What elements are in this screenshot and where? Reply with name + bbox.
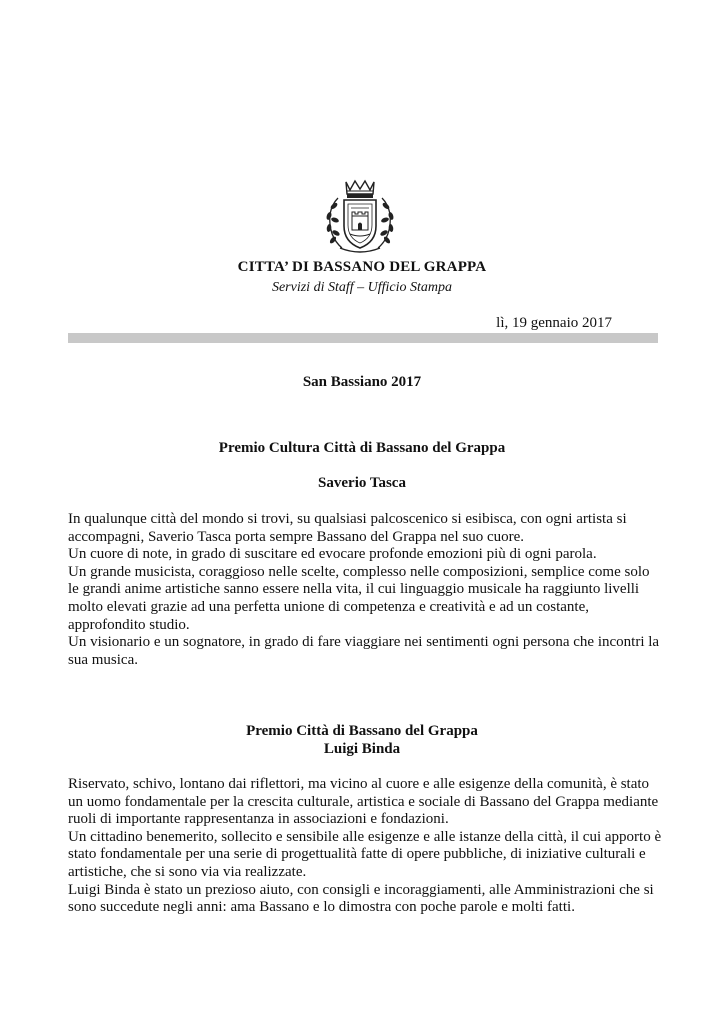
organization-name: CITTA’ DI BASSANO DEL GRAPPA (237, 259, 487, 275)
paragraph: Un grande musicista, coraggioso nelle scelte, complesso nelle composizioni, semplice come solo le grandi anime artistiche sanno essere nella vita, il cui linguaggio musicale ha raggiunto livelli molto elevati grazie ad una perfetta unione di competenza e creatività e ad un costante, approfondito studio. (68, 563, 650, 633)
header-divider (68, 333, 658, 343)
award-title-2: Premio Città di Bassano del Grappa (246, 723, 478, 739)
document-date: lì, 19 gennaio 2017 (496, 315, 612, 331)
paragraph: Un cuore di note, in grado di suscitare ed evocare profonde emozioni più di ogni parola. (68, 546, 597, 563)
recipient-name-1: Saverio Tasca (318, 475, 406, 491)
paragraph: Riservato, schivo, lontano dai riflettori, ma vicino al cuore e alle esigenze della comunità, è stato un uomo fondamentale per la crescita culturale, artistica e sociale di Bassano del Grappa mediante ruoli di importante rappresentanza in associazioni e fondazioni. (68, 776, 659, 828)
recipient-name-2: Luigi Binda (323, 741, 401, 757)
paragraph: Un visionario e un sognatore, in grado di fare viaggiare nei sentimenti ogni persona che incontri la sua musica. (68, 634, 660, 668)
event-title: San Bassiano 2017 (302, 374, 422, 390)
section-1-body (68, 511, 663, 669)
coat-of-arms-icon (314, 176, 406, 256)
paragraph: Un cittadino benemerito, sollecito e sensibile alle esigenze e alle istanze della città, il cui apporto è stato fondamentale per una serie di progettualità fatte di opere pubbliche, di iniziative culturali e artistiche, che si sono via via realizzate. (68, 828, 662, 880)
department-name: Servizi di Staff – Ufficio Stampa (271, 280, 453, 295)
paragraph: In qualunque città del mondo si trovi, su qualsiasi palcoscenico si esibisca, con ogni artista si accompagni, Saverio Tasca porta sempre Bassano del Grappa nel suo cuore. (68, 511, 627, 545)
award-title-1: Premio Cultura Città di Bassano del Grappa (218, 440, 506, 456)
section-2-body (68, 776, 663, 917)
paragraph: Luigi Binda è stato un prezioso aiuto, con consigli e incoraggiamenti, alle Amministrazioni che si sono succedute negli anni: ama Bassano e lo dimostra con poche parole e molti fatti. (68, 881, 654, 916)
